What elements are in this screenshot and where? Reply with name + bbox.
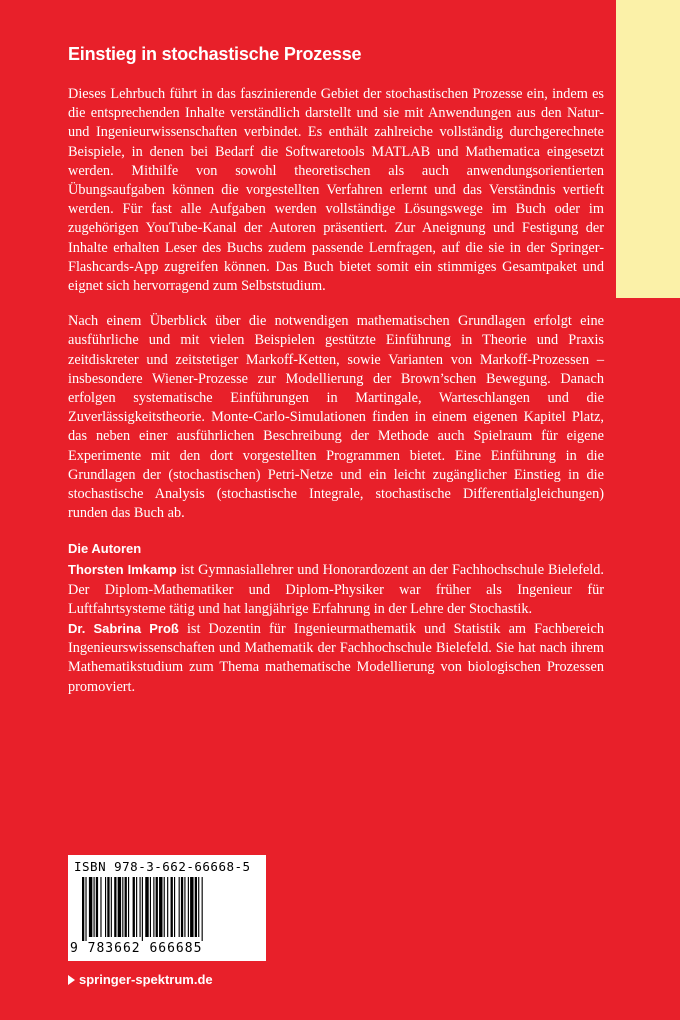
publisher-url: springer-spektrum.de [79, 972, 213, 987]
isbn-barcode [68, 855, 266, 961]
author-bio-text: ist Dozentin für Ingenieurmathematik und Statistik am Fachbereich Ingenieurswissenschaften und Mathematik der Fachhochschule Bielefeld. Sie hat nach ihrem Mathematikstudium zum Thema mathematische Modellierung von biologischen Prozessen promoviert. [68, 621, 604, 695]
barcode-digits: 9 783662 666685 [70, 941, 203, 956]
author-name: Dr. Sabrina Proß [68, 621, 179, 637]
arrow-icon [68, 975, 75, 985]
accent-strip [616, 0, 680, 298]
barcode-icon [82, 877, 254, 941]
isbn-label: ISBN 978-3-662-66668-5 [74, 859, 251, 874]
author-bio-pross [68, 619, 604, 697]
section-title: Einstieg in stochastische Prozesse [68, 44, 362, 64]
author-bio-text: ist Gymnasiallehrer und Honorardozent an der Fachhochschule Bielefeld. Der Diplom-Mathematiker und Diplom-Physiker war früher als Ingenieur für Luftfahrtsysteme tätig und hat langjährige Erfahrung in der Lehre der Stochastik. [68, 562, 604, 617]
paragraph-overview: Nach einem Überblick über die notwendigen mathematischen Grundlagen erfolgt eine ausführliche und mit vielen Beispielen gestützte Einführung in Theorie und Praxis zeitdiskreter und zeitstetiger Markoff-Ketten, sowie Varianten von Markoff-Prozessen – insbesondere Wiener-Prozesse zur Modellierung der Brown’schen Bewegung. Danach erfolgen systematische Einführungen in Martingale, Warteschlangen und die Zuverlässigkeitstheorie. Monte-Carlo-Simulationen finden in einem eigenen Kapitel Platz, das neben einer ausführlichen Beschreibung der Methode auch Spielraum für eigene Experimente mit den dort vorgestellten Programmen bietet. Eine Einführung in die Grundlagen der (stochastischen) Petri-Netze und ein leicht zugänglicher Einstieg in die stochastische Analysis (stochastische Integrale, stochastische Differentialgleichungen) runden das Buch ab. [68, 313, 604, 522]
author-name: Thorsten Imkamp [68, 562, 177, 578]
author-bio-imkamp [68, 560, 604, 619]
authors-heading: Die Autoren [68, 541, 142, 557]
publisher-link[interactable] [68, 972, 213, 987]
blurb-content [68, 85, 604, 697]
paragraph-intro: Dieses Lehrbuch führt in das faszinierende Gebiet der stochastischen Prozesse ein, indem es die entsprechenden Inhalte verständlich darstellt und sie mit Anwendungen aus den Natur- und Ingenieurwissenschaften verbindet. Es enthält zahlreiche vollständig durchgerechnete Beispiele, in denen bei Bedarf die Softwaretools MATLAB und Mathematica eingesetzt werden. Mithilfe von sowohl theoretischen als auch anwendungsorientierten Übungsaufgaben können die vorgestellten Verfahren erlernt und das Verständnis vertieft werden. Für fast alle Aufgaben werden vollständige Lösungswege im Buch oder im zugehörigen YouTube-Kanal der Autoren präsentiert. Zur Aneignung und Festigung der Inhalte erhalten Leser des Buchs zudem passende Lernfragen, auf die sie in der Springer-Flashcards-App zugreifen können. Das Buch bietet somit ein stimmiges Gesamtpaket und eignet sich hervorragend zum Selbststudium. [68, 86, 604, 295]
